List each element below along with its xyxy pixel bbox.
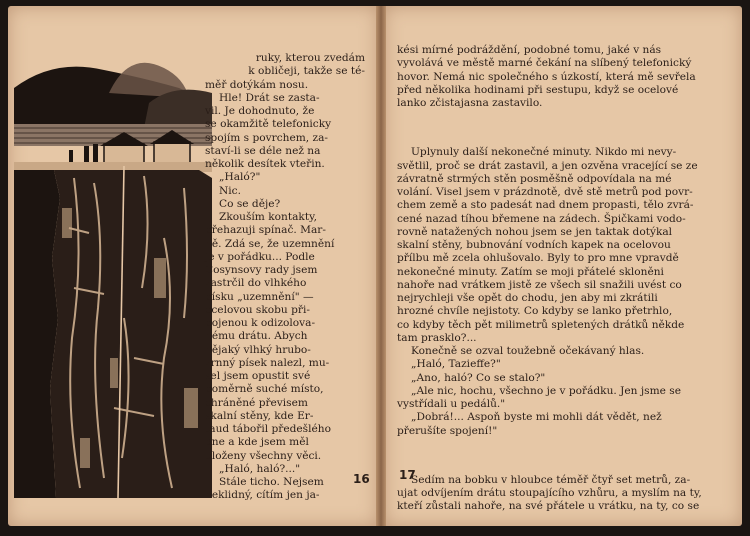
right-page-text (397, 44, 709, 514)
text-line: přehazuji spínač. Mar- (205, 224, 326, 237)
text-line: nahoře nad vrátkem jistě ze všech sil snažili uvést co (397, 278, 682, 291)
text-line: ruky, kterou zvedám (255, 52, 365, 64)
text-line: závratně strmých stěn posměšně odpovídala na mé (397, 172, 672, 185)
text-line: kési mírné podráždění, podobné tomu, jaké v nás (397, 44, 662, 56)
text-line: „Haló, Tazieffe?" (411, 358, 501, 371)
text-line: Stále ticho. Nejsem (219, 476, 324, 488)
text-line: vystřídali u pedálů." (397, 398, 506, 410)
text-line: nejrychleji vše opět do chodu, jen aby mi zkrátili (397, 292, 658, 304)
text-line: Hle! Drát se zasta- (219, 91, 320, 104)
text-line: taud tábořil předešlého (205, 423, 331, 435)
text-line: co kdyby těch pět milimetrů spletených drátků někde (397, 318, 685, 331)
text-line: se okamžitě telefonicky (205, 118, 332, 131)
text-line: Co se děje? (219, 197, 281, 210)
text-line: kteří zůstali nahoře, na své přátele u vrátku, na ty, co se (397, 500, 700, 513)
text-line: chem země a sto padesát nad dnem propasti, tělo zvrá- (397, 199, 694, 212)
text-line: Zkouším kontakty, (219, 211, 318, 223)
text-line: chráněné převisem (205, 396, 308, 409)
text-line: vil. Je dohodnuto, že (205, 105, 315, 117)
text-line: volání. Visel jsem v prázdnotě, dvě stě metrů pod povr- (397, 186, 693, 198)
text-line: přerušíte spojení!" (397, 424, 498, 437)
cave-shaft-illustration-icon (14, 58, 212, 498)
text-line (397, 456, 709, 474)
text-line: hovor. Nemá nic společného s úzkostí, která mě sevřela (397, 70, 696, 83)
text-line: hrozné chvíle nejistoty. Co kdyby se lanko přetrhlo, (397, 305, 673, 318)
text-line: zastrčil do vlhkého (205, 277, 307, 290)
text-line: písku „uzemnění" — (205, 290, 314, 303)
text-line: poměrně suché místo, (205, 383, 324, 396)
text-line: nějaký vlhký hrubo- (205, 343, 311, 356)
text-line: dne a kde jsem měl (205, 436, 309, 449)
text-line: k obličeji, takže se té- (248, 65, 365, 78)
text-line: přílbu mě zcela ohlušovalo. Byly to pro mne vpravdě (397, 252, 679, 265)
text-line: tam prasklo?... (397, 331, 477, 344)
text-line: staví-li se déle než na (205, 144, 321, 157)
text-line: vyvolává ve městě marné čekání na slíbený telefonický (397, 57, 692, 70)
text-line: spojím s povrchem, za- (205, 131, 328, 144)
text-line: světlil, proč se drát zastavil, a jen ozvěna vracející se ze (397, 159, 698, 172)
text-line (397, 110, 709, 128)
text-line: „Dobrá!... Aspoň byste mi mohli dát vědět, než (411, 411, 662, 424)
text-line: ně. Zdá se, že uzemnění (205, 237, 335, 250)
text-line: Uplynuly další nekonečné minuty. Nikdo mi nevy- (411, 146, 677, 159)
text-line: rovně natažených nohou jsem se jen taktak dotýkal (397, 225, 673, 238)
page-number-left: 16 (353, 472, 370, 486)
text-line: cené nazad tíhou břemene na zádech. Špičkami vodo- (397, 212, 686, 225)
text-line (397, 128, 709, 146)
text-line: „Haló, haló?..." (219, 462, 301, 475)
text-line: lanko zčistajasna zastavilo. (397, 97, 543, 109)
text-line: ujat odvíjením drátu stoupajícího vzhůru, a myslím na ty, (397, 487, 702, 499)
text-line: uloženy všechny věci. (205, 449, 322, 462)
text-line: Nic. (219, 184, 241, 197)
text-line: Cosynsovy rady jsem (205, 264, 318, 276)
text-line: měř dotýkám nosu. (205, 78, 309, 91)
text-line: nému drátu. Abych (205, 330, 308, 343)
text-line: „Ale nic, hochu, všechno je v pořádku. Jen jsme se (411, 384, 681, 397)
text-line: několik desítek vteřin. (205, 158, 325, 170)
text-line: ocelovou skobu při- (205, 303, 310, 316)
text-line: Konečně se ozval toužebně očekávaný hlas. (411, 345, 645, 357)
text-line: skalní stěny, kde Er- (205, 409, 314, 422)
text-line: nekonečné minuty. Zatím se moji přátelé skloněni (397, 265, 664, 278)
left-page-text (205, 52, 365, 503)
text-line: neklidný, cítím jen ja- (205, 489, 320, 502)
text-line: „Ano, haló? Co se stalo?" (411, 371, 546, 384)
text-line: sel jsem opustit své (205, 370, 311, 382)
text-line: pojenou k odizolova- (205, 317, 316, 329)
text-line: „Haló?" (219, 171, 261, 184)
text-line: zrnný písek nalezl, mu- (205, 356, 330, 369)
text-line: je v pořádku... Podle (205, 250, 315, 263)
page-number-right: 17 (399, 468, 416, 482)
text-line: skalní stěny, bubnování vodních kapek na ocelovou (397, 239, 671, 251)
text-line: Sedím na bobku v hloubce téměř čtyř set metrů, za- (411, 473, 691, 486)
text-line: před několika hodinami při sestupu, když se ocelové (397, 83, 679, 96)
book-gutter (376, 6, 386, 526)
text-line (397, 438, 709, 456)
